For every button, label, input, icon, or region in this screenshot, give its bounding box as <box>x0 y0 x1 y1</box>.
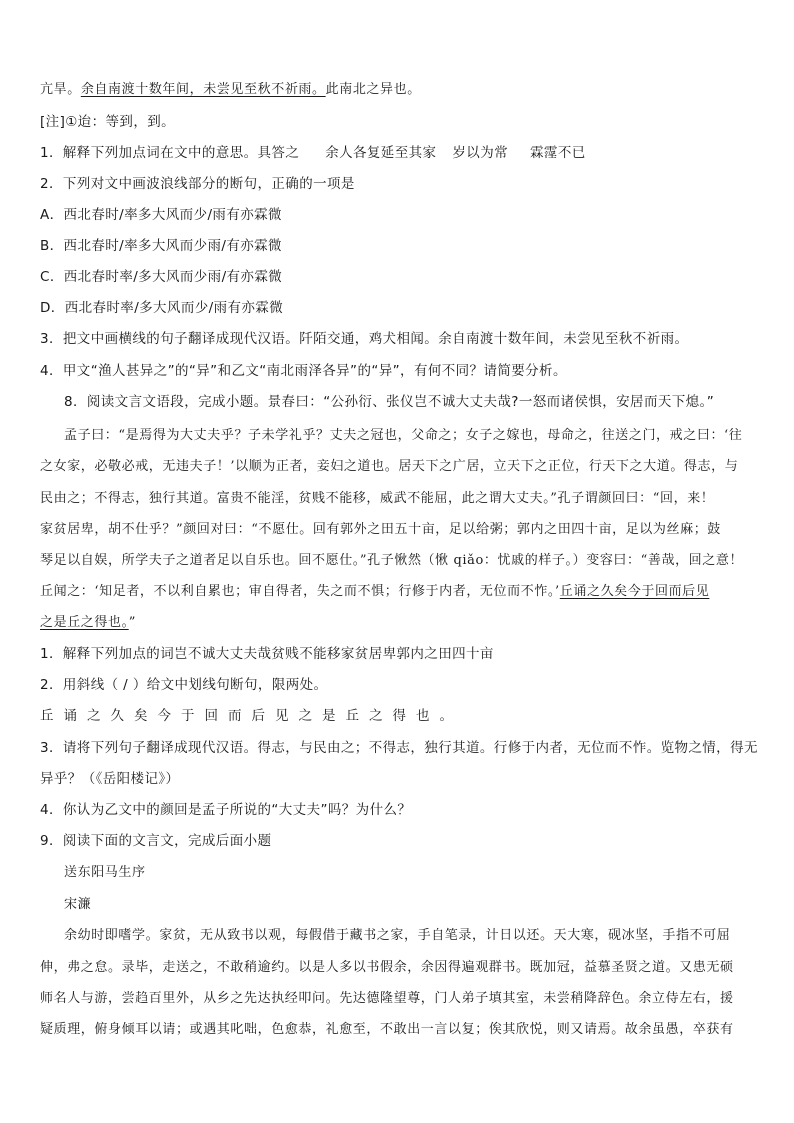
annotation-note: [注]①迨：等到，到。 <box>40 114 176 130</box>
passage-line: 琴足以自娱，所学夫子之道者足以自乐也。回不愿仕。”孔子愀然（愀 qiǎo：忧戚的样子。）变容曰：“善哉，回之意！ <box>40 553 744 568</box>
passage-line: 师名人与游，尝趋百里外，从乡之先达执经叩问。先达德隆望尊，门人弟子填其室，未尝稍降辞色。余立侍左右，援 <box>40 991 734 1006</box>
underlined-sentence: 之是丘之得也。 <box>40 615 129 630</box>
section-9-heading: 9．阅读下面的文言文，完成后面小题 <box>40 833 272 849</box>
question-8-4: 4．你认为乙文中的颜回是孟子所说的“大丈夫”吗？为什么？ <box>40 802 412 818</box>
question-8-2: 2．用斜线（ / ）给文中划线句断句，限两处。 <box>40 677 328 693</box>
option-a: A．西北春时/率多大风而少/雨有亦霖微 <box>40 207 282 223</box>
passage-line: 之女家，必敬必戒，无违夫子！’以顺为正者，妾妇之道也。居天下之广居，立天下之正位，行天下之大道。得志，与 <box>40 459 739 474</box>
passage-line: 亢旱。余自南渡十数年间，未尝见至秋不祈雨。此南北之异也。 <box>40 82 421 97</box>
passage-line: 家贫居卑，胡不仕乎？”颜回对曰：“不愿仕。回有郭外之田五十亩，足以给粥；郭内之田四十亩，足以为丝麻；鼓 <box>40 522 721 537</box>
option-d: D．西北春时率/多大风而少/雨有亦霖微 <box>40 300 284 316</box>
underlined-sentence: 丘诵之久矣今于回而后见 <box>559 584 710 599</box>
question-8-1: 1．解释下列加点的词岂不诚大丈夫哉贫贱不能移家贫居卑郭内之田四十亩 <box>40 646 494 662</box>
option-c: C．西北春时率/多大风而少雨/有亦霖微 <box>40 269 283 285</box>
passage-line: 民由之；不得志，独行其道。富贵不能淫，贫贱不能移，威武不能屈，此之谓大丈夫。”孔子谓颜回曰：“回，来！ <box>40 491 715 506</box>
essay-title: 送东阳马生序 <box>64 865 146 880</box>
passage-line: 余幼时即嗜学。家贫，无从致书以观，每假借于藏书之家，手自笔录，计日以还。天大寒，砚冰坚，手指不可屈 <box>64 928 731 943</box>
essay-author: 宋濂 <box>64 897 92 912</box>
passage-line: 丘闻之：‘知足者，不以利自累也；审自得者，失之而不惧；行修于内者，无位而不怍。’丘诵之久矣今于回而后见 <box>40 584 710 599</box>
section-8-heading: 8．阅读文言文语段，完成小题。景春曰：“公孙衍、张仪岂不诚大丈夫哉?一怒而诸侯惧，安居而天下熄。” <box>64 394 715 410</box>
passage-line: 孟子曰：“是焉得为大丈夫乎？子未学礼乎？丈夫之冠也，父命之；女子之嫁也，母命之，往送之门，戒之曰：‘往 <box>64 428 743 443</box>
question-1: 1．解释下列加点词在文中的意思。具答之 余人各复延至其家 岁以为常 霖霪不已 <box>40 145 586 161</box>
passage-line: 之是丘之得也。” <box>40 615 136 630</box>
passage-line: 疑质理，俯身倾耳以请；或遇其叱咄，色愈恭，礼愈至，不敢出一言以复；俟其欣悦，则又请焉。故余虽愚，卒获有 <box>40 1022 734 1037</box>
question-8-3-cont: 异乎？（《岳阳楼记》） <box>40 771 180 787</box>
option-b: B．西北春时/率多大风而少雨/有亦霖微 <box>40 238 282 254</box>
passage-line: 伸，弗之怠。录毕，走送之，不敢稍逾约。以是人多以书假余，余因得遍观群书。既加冠，益慕圣贤之道。又患无硕 <box>40 960 734 975</box>
underlined-sentence: 余自南渡十数年间，未尝见至秋不祈雨。 <box>80 82 326 97</box>
question-4: 4．甲文“渔人甚异之”的“异”和乙文“南北雨泽各异”的“异”，有何不同？请简要分析。 <box>40 363 567 379</box>
spaced-sentence: 丘诵之久矣今于回而后见之是丘之得也。 <box>40 708 463 724</box>
question-2: 2．下列对文中画波浪线部分的断句，正确的一项是 <box>40 176 355 192</box>
question-8-3: 3．请将下列句子翻译成现代汉语。得志，与民由之；不得志，独行其道。行修于内者，无位而不怍。览物之情，得无 <box>40 740 758 756</box>
question-3: 3．把文中画横线的句子翻译成现代汉语。阡陌交通，鸡犬相闻。余自南渡十数年间，未尝见至秋不祈雨。 <box>40 331 689 347</box>
